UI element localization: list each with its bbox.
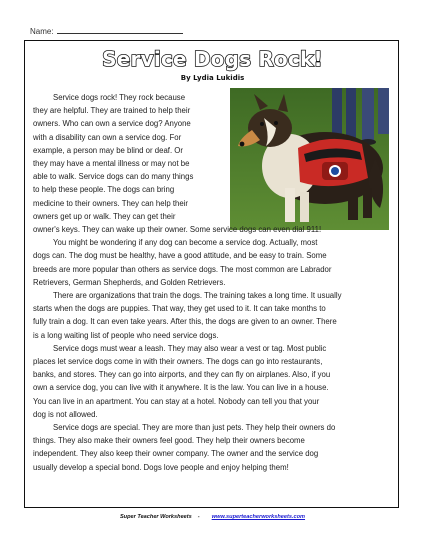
text-line: example, a person may be blind or deaf. Or (33, 145, 183, 155)
text-line: they are helpful. They are trained to help their (33, 106, 191, 116)
dog-photo (230, 88, 389, 230)
dog-photo-image (230, 88, 389, 230)
text-line: Service dogs must wear a leash. They may also wear a vest or tag. Most public (53, 343, 327, 353)
text-line: There are organizations that train the dogs. The training takes a long time. It usually (53, 291, 342, 301)
page-title: Service Dogs Rock! (102, 47, 323, 71)
text-line: Service dogs rock! They rock because (53, 93, 186, 102)
text-line: to help these people. The dogs can bring (33, 185, 175, 195)
text-line: You can live in an apartment. You can stay at a hotel. Nobody can tell you that your (33, 396, 320, 406)
footer-link[interactable]: www.superteacherworksheets.com (211, 514, 306, 520)
text-line: breeds are more popular than others as service dogs. The most common are Labrador (33, 264, 332, 274)
name-field (30, 26, 183, 36)
text-line: independent. They also keep their owner company. The owner and the service dog (33, 449, 319, 459)
text-line: places let service dogs come in with their owners. The dogs can go into restaurants, (33, 357, 323, 367)
name-label: Name: (30, 27, 54, 36)
text-line: with a disability can own a service dog. For (33, 132, 182, 142)
text-line: starts when the dogs are puppies. That way, they get used to it. It can take months to (33, 304, 326, 314)
text-line: dog is not allowed. (33, 409, 98, 419)
text-line: owners. Who can own a service dog? Anyone (33, 119, 191, 129)
text-line: medicine to their owners. They can help their (33, 198, 189, 208)
byline: By Lydia Lukidis (180, 74, 245, 82)
text-line: able to walk. Service dogs can do many things (33, 172, 194, 182)
text-line: Service dogs are special. They are more than just pets. They help their owners do (53, 423, 336, 433)
text-line: fully train a dog. It can even take years. After this, the dogs are given to an owner. There (33, 317, 337, 327)
text-line: is a long waiting list of people who need service dogs. (33, 330, 219, 340)
text-line: they may have a mental illness or may not be (33, 159, 190, 169)
text-line: dogs can. The dog must be healthy, have a good attitude, and be easy to train. Some (33, 251, 327, 261)
intro-paragraph-wrapped (33, 91, 227, 223)
text-line: You might be wondering if any dog can become a service dog. Actually, most (53, 238, 318, 248)
footer-separator: - (197, 514, 200, 520)
text-line: owner's keys. They can wake up their owner. Some service dogs can even dial 911! (33, 225, 322, 234)
text-line: things. They also make their owners feel good. They help their owners become (33, 436, 305, 446)
text-line: Retrievers, German Shepherds, and Golden Retrievers. (33, 277, 226, 287)
article-body (33, 223, 391, 474)
text-line: usually develop a special bond. Dogs love people and enjoy helping them! (33, 462, 289, 472)
text-line: owners get up or walk. They can get their (33, 211, 176, 221)
text-line: own a service dog, you can live with it anywhere. It is the law. You can live in a house. (33, 383, 329, 393)
footer (0, 514, 425, 520)
name-blank-line (57, 26, 183, 34)
footer-brand: Super Teacher Worksheets (119, 514, 192, 520)
text-line: banks, and stores. They can go into airports, and they can fly on airplanes. Also, if you (33, 370, 331, 380)
